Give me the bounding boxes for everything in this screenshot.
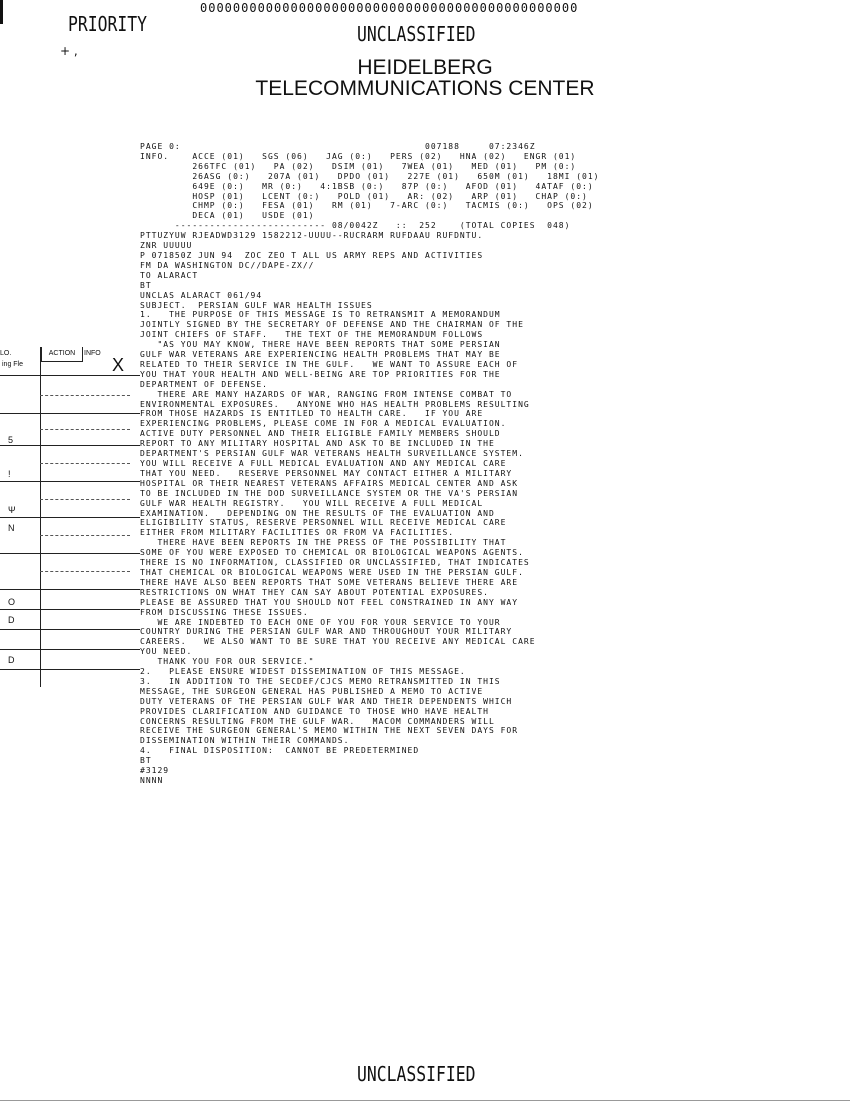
message-line: PTTUZYUW RJEADWD3129 1582212-UUUU--RUCRARM RUFDAAU RUFDNTU. [140, 231, 484, 241]
message-line: TO ALARACT [140, 270, 199, 280]
message-line: DEPARTMENT'S PERSIAN GULF WAR VETERANS HEALTH SURVEILLANCE SYSTEM. [140, 449, 524, 459]
message-line: WE ARE INDEBTED TO EACH ONE OF YOU FOR YOUR SERVICE TO YOUR [140, 617, 501, 627]
message-line: FROM DISCUSSING THESE ISSUES. [140, 607, 309, 617]
message-line: DISSEMINATION WITHIN THEIR COMMANDS. [140, 736, 350, 746]
routing-rule [0, 609, 140, 610]
message-line: DUTY VETERANS OF THE PERSIAN GULF WAR AND THEIR DEPENDENTS WHICH [140, 696, 513, 706]
message-line: CHMP (0:) FESA (01) RM (01) 7-ARC (0:) TACMIS (0:) OPS (02) [140, 201, 594, 211]
message-line: SUBJECT. PERSIAN GULF WAR HEALTH ISSUES [140, 300, 373, 310]
message-line: TO BE INCLUDED IN THE DOD SURVEILLANCE SYSTEM OR THE VA'S PERSIAN [140, 488, 519, 498]
routing-row-mark: N [8, 523, 15, 533]
routing-dash [40, 571, 130, 572]
message-line: ELIGIBILITY STATUS, RESERVE PERSONNEL WILL RECEIVE MEDICAL CARE [140, 518, 507, 528]
routing-row-mark: D [8, 655, 15, 665]
message-line: JOINT CHIEFS OF STAFF. THE TEXT OF THE MEMORANDUM FOLLOWS [140, 330, 484, 340]
routing-row-mark: ! [8, 469, 11, 479]
message-line: COUNTRY DURING THE PERSIAN GULF WAR AND THROUGHOUT YOUR MILITARY [140, 627, 513, 637]
left-edge-mark [0, 0, 3, 24]
message-line: 4. FINAL DISPOSITION: CANNOT BE PREDETERMINED [140, 746, 420, 756]
message-line: 3. IN ADDITION TO THE SECDEF/CJCS MEMO RETRANSMITTED IN THIS [140, 676, 501, 686]
message-line: RELATED TO THEIR SERVICE IN THE GULF. WE WANT TO ASSURE EACH OF [140, 359, 519, 369]
routing-row-mark: O [8, 597, 16, 607]
priority-label: PRIORITY [68, 12, 147, 36]
message-line: PROVIDES CLARIFICATION AND GUIDANCE TO THOSE WHO HAVE HEALTH [140, 706, 489, 716]
routing-rule [0, 669, 140, 670]
message-line: YOU NEED. [140, 647, 193, 657]
routing-rule [0, 649, 140, 650]
message-line: THAT YOU NEED. RESERVE PERSONNEL MAY CONTACT EITHER A MILITARY [140, 468, 513, 478]
message-line: RESTRICTIONS ON WHAT THEY CAN SAY ABOUT POTENTIAL EXPOSURES. [140, 587, 489, 597]
message-line: FM DA WASHINGTON DC//DAPE-ZX// [140, 260, 315, 270]
message-line: -------------------------- 08/0042Z :: 252 (TOTAL COPIES 048) [140, 221, 571, 231]
routing-rule [0, 629, 140, 630]
top-punch-marks: 0000000000000000000000000000000000000000000000 [200, 1, 579, 15]
message-line: GULF WAR VETERANS ARE EXPERIENCING HEALTH PROBLEMS THAT MAY BE [140, 350, 501, 360]
message-line: #3129 [140, 766, 170, 776]
routing-dash [40, 499, 130, 500]
message-line: GULF WAR HEALTH REGISTRY. YOU WILL RECEIVE A FULL MEDICAL [140, 498, 484, 508]
message-line: THERE IS NO INFORMATION, CLASSIFIED OR UNCLASSIFIED, THAT INDICATES [140, 558, 530, 568]
message-line: 1. THE PURPOSE OF THIS MESSAGE IS TO RETRANSMIT A MEMORANDUM [140, 310, 501, 320]
message-line: YOU THAT YOUR HEALTH AND WELL-BEING ARE TOP PRIORITIES FOR THE [140, 369, 501, 379]
routing-dash [40, 429, 130, 430]
routing-row-mark: D [8, 615, 15, 625]
message-line: EXPERIENCING PROBLEMS, PLEASE COME IN FOR A MEDICAL EVALUATION. [140, 419, 507, 429]
routing-rule [0, 413, 140, 414]
message-line: EXAMINATION. DEPENDING ON THE RESULTS OF THE EVALUATION AND [140, 508, 495, 518]
message-line: 2. PLEASE ENSURE WIDEST DISSEMINATION OF THIS MESSAGE. [140, 667, 466, 677]
message-line: MESSAGE, THE SURGEON GENERAL HAS PUBLISHED A MEMO TO ACTIVE [140, 686, 484, 696]
message-line: EITHER FROM MILITARY FACILITIES OR FROM VA FACILITIES. [140, 528, 455, 538]
message-line: THANK YOU FOR OUR SERVICE." [140, 657, 315, 667]
message-line: YOU WILL RECEIVE A FULL MEDICAL EVALUATION AND ANY MEDICAL CARE [140, 459, 507, 468]
message-line: CONCERNS RESULTING FROM THE GULF WAR. MACOM COMMANDERS WILL [140, 716, 495, 726]
routing-dash [40, 463, 130, 464]
message-line: 649E (0:) MR (0:) 4:1BSB (0:) 87P (0:) AFOD (01) 4ATAF (0:) [140, 181, 594, 191]
message-line: ACTIVE DUTY PERSONNEL AND THEIR ELIGIBLE FAMILY MEMBERS SHOULD [140, 429, 501, 439]
message-line: DEPARTMENT OF DEFENSE. [140, 379, 268, 389]
message-line: UNCLAS ALARACT 061/94 [140, 290, 263, 300]
bottom-rule [0, 1100, 850, 1101]
message-line: SOME OF YOU WERE EXPOSED TO CHEMICAL OR BIOLOGICAL WEAPONS AGENTS. [140, 548, 524, 558]
message-line: PAGE 0: 007188 07:2346Z [140, 142, 536, 151]
routing-rule [0, 481, 140, 482]
message-line: BT [140, 280, 152, 290]
routing-rule [0, 553, 140, 554]
routing-rule [0, 517, 140, 518]
message-line: INFO. ACCE (01) SGS (06) JAG (0:) PERS (02) HNA (02) ENGR (01) [140, 151, 577, 161]
message-line: CAREERS. WE ALSO WANT TO BE SURE THAT YOU RECEIVE ANY MEDICAL CARE [140, 637, 536, 647]
message-line: FROM THOSE HAZARDS IS ENTITLED TO HEALTH CARE. IF YOU ARE [140, 409, 484, 419]
routing-rule [0, 445, 140, 446]
center-name-line2: TELECOMMUNICATIONS CENTER [255, 77, 595, 100]
message-line: "AS YOU MAY KNOW, THERE HAVE BEEN REPORTS THAT SOME PERSIAN [140, 340, 501, 350]
routing-check-mark: X [112, 355, 125, 375]
message-line: THERE HAVE ALSO BEEN REPORTS THAT SOME VETERANS BELIEVE THERE ARE [140, 577, 519, 587]
routing-col-info: INFO [84, 350, 101, 357]
center-name-line1: HEIDELBERG [357, 56, 493, 79]
routing-row-mark: Ψ [8, 505, 16, 515]
message-line: JOINTLY SIGNED BY THE SECRETARY OF DEFENSE AND THE CHAIRMAN OF THE [140, 320, 524, 330]
routing-rule [0, 375, 140, 376]
routing-rule [0, 589, 140, 590]
routing-slip [0, 347, 160, 687]
message-line: 26ASG (0:) 207A (01) DPDO (01) 227E (01) 650M (01) 18MI (01) [140, 171, 600, 181]
message-line: PLEASE BE ASSURED THAT YOU SHOULD NOT FEEL CONSTRAINED IN ANY WAY [140, 597, 519, 607]
routing-col-action: ACTION [41, 347, 83, 362]
message-line: HOSPITAL OR THEIR NEAREST VETERANS AFFAIRS MEDICAL CENTER AND ASK [140, 478, 519, 488]
message-line: BT [140, 756, 152, 766]
routing-label: ing Fle [2, 361, 24, 368]
message-line: REPORT TO ANY MILITARY HOSPITAL AND ASK TO BE INCLUDED IN THE [140, 439, 495, 449]
message-line: DECA (01) USDE (01) [140, 211, 315, 221]
message-line: RECEIVE THE SURGEON GENERAL'S MEMO WITHIN THE NEXT SEVEN DAYS FOR [140, 726, 519, 736]
message-line: THERE HAVE BEEN REPORTS IN THE PRESS OF THE POSSIBILITY THAT [140, 538, 507, 548]
message-line: HOSP (01) LCENT (0:) POLD (01) AR: (02) ARP (01) CHAP (0:) [140, 191, 588, 201]
message-body [140, 142, 600, 786]
routing-row-mark: 5 [8, 435, 14, 445]
tick-marks: + , [60, 44, 78, 58]
routing-dash [40, 395, 130, 396]
routing-dash [40, 535, 130, 536]
message-line: ZNR UUUUU [140, 241, 193, 251]
routing-col-lo: LO. [0, 350, 12, 357]
classification-bottom: UNCLASSIFIED [357, 1062, 476, 1086]
message-line: ENVIRONMENTAL EXPOSURES. ANYONE WHO HAS HEALTH PROBLEMS RESULTING [140, 399, 530, 409]
message-line: P 071850Z JUN 94 ZOC ZEO T ALL US ARMY REPS AND ACTIVITIES [140, 250, 484, 260]
classification-top: UNCLASSIFIED [357, 22, 476, 46]
message-line: 266TFC (01) PA (02) DSIM (01) 7WEA (01) MED (01) PM (0:) [140, 161, 577, 171]
message-line: THAT CHEMICAL OR BIOLOGICAL WEAPONS WERE USED IN THE PERSIAN GULF. [140, 567, 524, 577]
message-line: THERE ARE MANY HAZARDS OF WAR, RANGING FROM INTENSE COMBAT TO [140, 389, 513, 399]
message-line: NNNN [140, 776, 164, 785]
